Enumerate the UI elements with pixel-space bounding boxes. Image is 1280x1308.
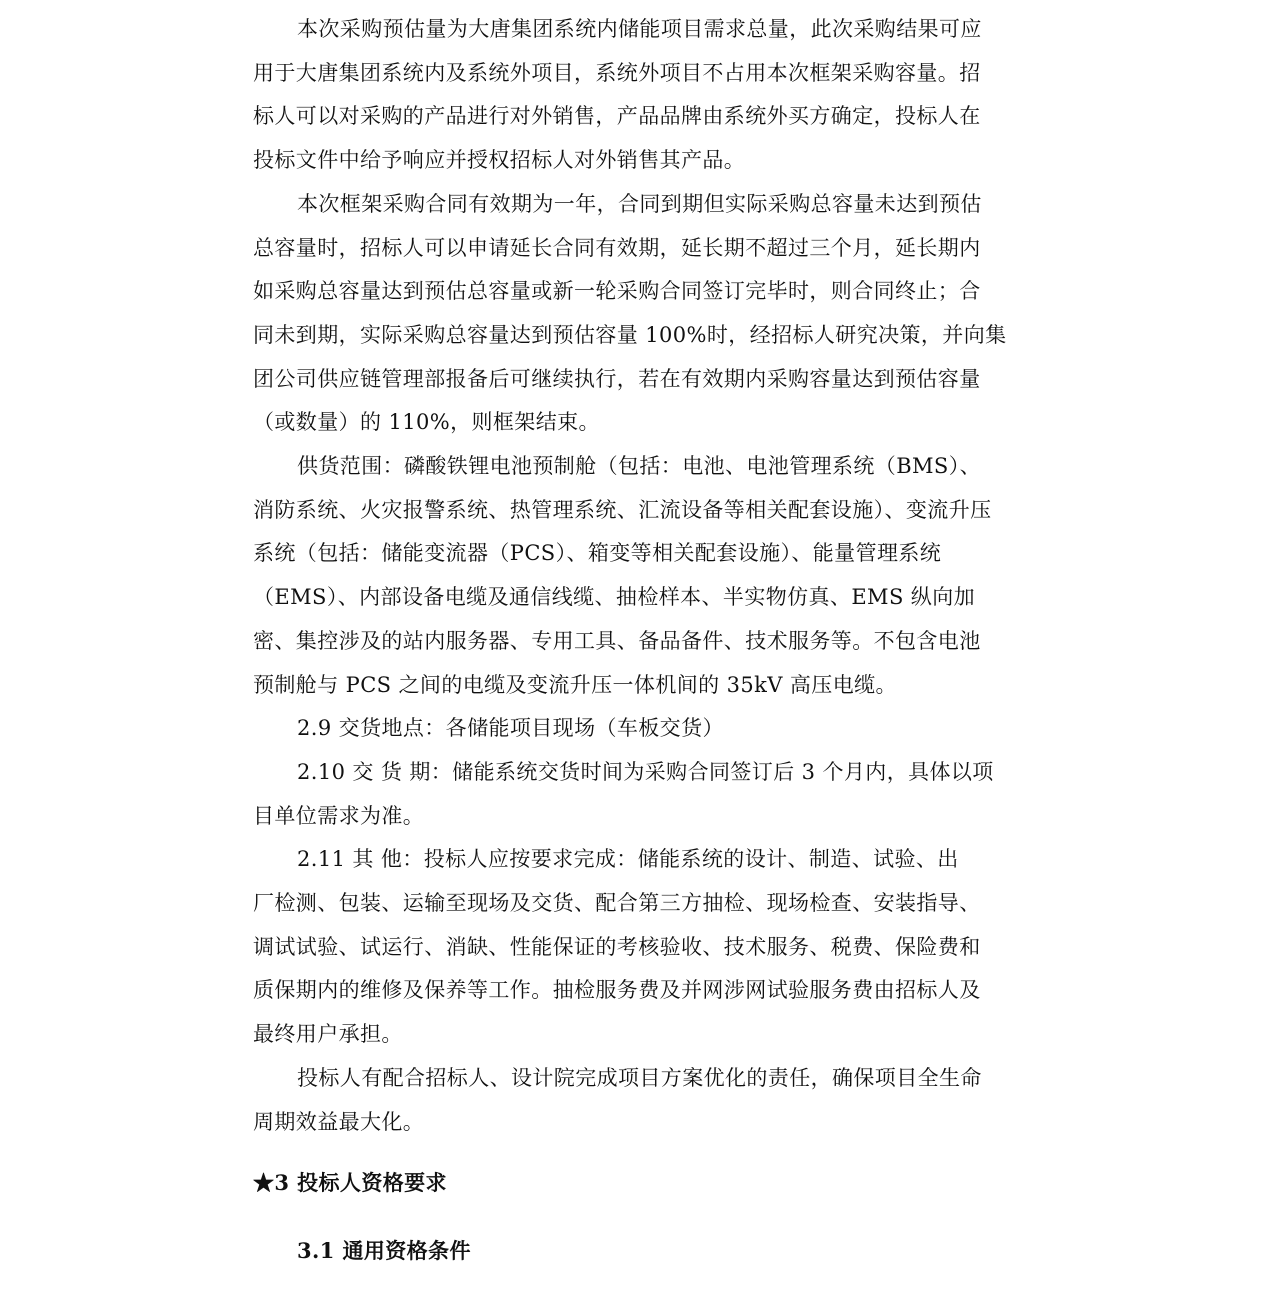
text-line: 2.9 交货地点：各储能项目现场（车板交货） [297, 716, 724, 741]
text-line: 调试试验、试运行、消缺、性能保证的考核验收、技术服务、税费、保险费和 [253, 934, 981, 959]
text-line: 消防系统、火灾报警系统、热管理系统、汇流设备等相关配套设施）、变流升压 [253, 497, 992, 522]
paragraph-delivery-location [253, 707, 1028, 751]
text-line: 如采购总容量达到预估总容量或新一轮采购合同签订完毕时，则合同终止；合 [253, 279, 981, 304]
paragraph-other-requirements [253, 838, 1028, 1057]
text-line: 用于大唐集团系统内及系统外项目，系统外项目不占用本次框架采购容量。招 [253, 60, 981, 85]
document-body [253, 8, 1028, 1144]
paragraph-optimization-responsibility [253, 1057, 1028, 1144]
text-line: 本次框架采购合同有效期为一年，合同到期但实际采购总容量未达到预估 [297, 191, 982, 216]
subsection-heading-general-qualifications: 3.1 通用资格条件 [297, 1238, 471, 1263]
text-line: 目单位需求为准。 [253, 803, 425, 828]
text-line: （EMS）、内部设备电缆及通信线缆、抽检样本、半实物仿真、EMS 纵向加 [253, 585, 976, 610]
text-line: 最终用户承担。 [253, 1022, 403, 1047]
text-line: （或数量）的 110%，则框架结束。 [253, 410, 600, 435]
text-line: 质保期内的维修及保养等工作。抽检服务费及并网涉网试验服务费由招标人及 [253, 978, 981, 1003]
paragraph-contract-validity [253, 183, 1028, 445]
paragraph-delivery-time [253, 751, 1028, 838]
text-line: 密、集控涉及的站内服务器、专用工具、备品备件、技术服务等。不包含电池 [253, 628, 981, 653]
text-line: 预制舱与 PCS 之间的电缆及变流升压一体机间的 35kV 高压电缆。 [253, 672, 897, 697]
text-line: 本次采购预估量为大唐集团系统内储能项目需求总量，此次采购结果可应 [297, 17, 982, 41]
text-line: 投标文件中给予响应并授权招标人对外销售其产品。 [253, 148, 746, 173]
text-line: 团公司供应链管理部报备后可继续执行，若在有效期内采购容量达到预估容量 [253, 366, 981, 391]
text-line: 总容量时，招标人可以申请延长合同有效期，延长期不超过三个月，延长期内 [253, 235, 981, 260]
section-heading-bidder-qualifications: ★3 投标人资格要求 [253, 1170, 447, 1195]
text-line: 投标人有配合招标人、设计院完成项目方案优化的责任，确保项目全生命 [297, 1065, 982, 1090]
text-line: 2.10 交 货 期：储能系统交货时间为采购合同签订后 3 个月内，具体以项 [297, 759, 994, 784]
paragraph-procurement-scope [253, 8, 1028, 183]
text-line: 同未到期，实际采购总容量达到预估容量 100%时，经招标人研究决策，并向集 [253, 322, 1007, 347]
text-line: 标人可以对采购的产品进行对外销售，产品品牌由系统外买方确定，投标人在 [253, 104, 981, 129]
text-line: 周期效益最大化。 [253, 1109, 425, 1134]
text-line: 2.11 其 他：投标人应按要求完成：储能系统的设计、制造、试验、出 [297, 847, 959, 872]
text-line: 厂检测、包装、运输至现场及交货、配合第三方抽检、现场检查、安装指导、 [253, 891, 981, 916]
text-line: 系统（包括：储能变流器（PCS）、箱变等相关配套设施）、能量管理系统 [253, 541, 942, 566]
text-line: 供货范围：磷酸铁锂电池预制舱（包括：电池、电池管理系统（BMS）、 [297, 454, 982, 479]
paragraph-supply-scope [253, 445, 1028, 707]
